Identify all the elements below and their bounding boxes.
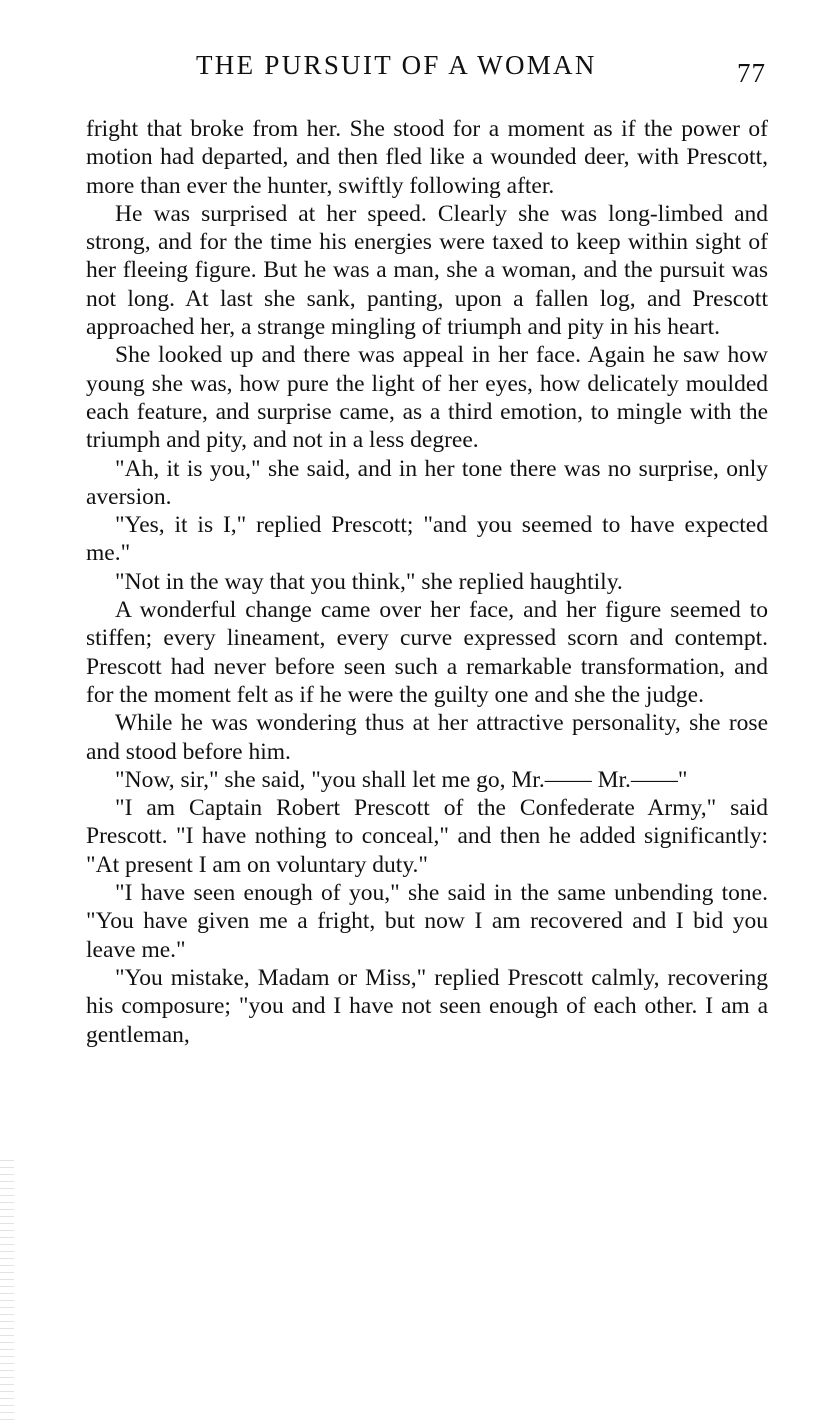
- paragraph: He was surprised at her speed. Clearly she was long-limbed and strong, and for the time his energies were taxed to keep within sight of her fleeing figure. But he was a man, she a woman, and the pursuit was not long. At last she sank, panting, upon a fallen log, and Prescott approached her, a strange mingling of triumph and pity in his heart.: [86, 200, 768, 341]
- paragraph: "Ah, it is you," she said, and in her tone there was no surprise, only aversion.: [86, 455, 768, 510]
- paragraph: While he was wondering thus at her attractive personality, she rose and stood before him.: [86, 710, 768, 765]
- page-number: 77: [737, 58, 766, 88]
- paragraph: She looked up and there was appeal in her face. Again he saw how young she was, how pure the light of her eyes, how delicately moulded each feature, and surprise came, as a third emotion, to mingle with the triumph and pity, and not in a less degree.: [86, 342, 768, 454]
- paragraph: "I have seen enough of you," she said in the same unbending tone. "You have given me a fright, but now I am recovered and I bid you leave me.": [86, 880, 768, 963]
- body-text: [86, 115, 768, 1049]
- scan-gutter-marks: [0, 1160, 14, 1422]
- paragraph: "Not in the way that you think," she replied haughtily.: [115, 568, 623, 595]
- running-title: THE PURSUIT OF A WOMAN: [196, 50, 597, 80]
- paragraph: "I am Captain Robert Prescott of the Confederate Army," said Prescott. "I have nothing to conceal," and then he added significantly: "At present I am on voluntary duty.": [86, 795, 768, 878]
- paragraph: fright that broke from her. She stood for a moment as if the power of motion had departed, and then fled like a wounded deer, with Prescott, more than ever the hunter, swiftly following after.: [86, 116, 768, 199]
- running-header: [86, 50, 776, 90]
- paragraph: "Yes, it is I," replied Prescott; "and you seemed to have expected me.": [86, 512, 768, 567]
- paragraph: "Now, sir," she said, "you shall let me go, Mr.—— Mr.——": [115, 766, 688, 793]
- paragraph: "You mistake, Madam or Miss," replied Prescott calmly, recovering his composure; "you and I have not seen enough of each other. I am a gentleman,: [86, 964, 768, 1048]
- paragraph: A wonderful change came over her face, and her figure seemed to stiffen; every lineament, every curve expressed scorn and contempt. Prescott had never before seen such a remarkable transformation, and for the moment felt as if he were the guilty one and she the judge.: [86, 597, 768, 708]
